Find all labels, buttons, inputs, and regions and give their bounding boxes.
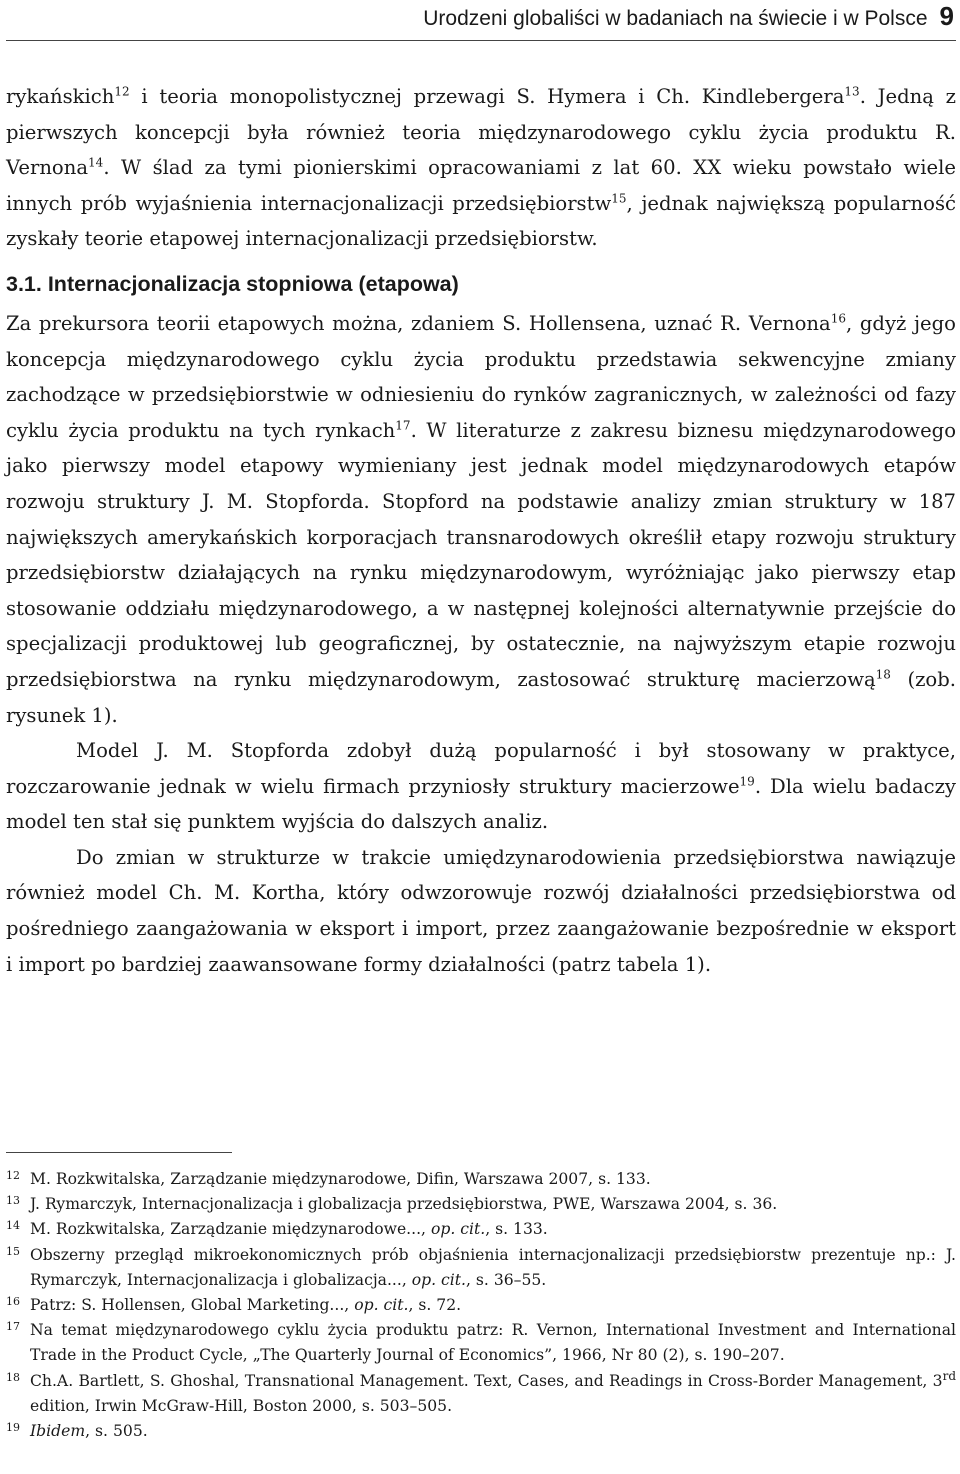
text-run: i teoria monopolistycznej przewagi S. Hymera i Ch. Kindlebergera <box>129 85 845 108</box>
footnote-17 <box>6 1318 956 1368</box>
footnote-text <box>30 1167 956 1192</box>
text-run: J. Rymarczyk, Internacjonalizacja i globalizacja przedsiębiorstwa, PWE, Warszawa 2004, s. 36. <box>30 1195 778 1214</box>
text-run: M. Rozkwitalska, Zarządzanie międzynarodowe, Difin, Warszawa 2007, s. 133. <box>30 1170 651 1188</box>
footnote-13 <box>6 1192 956 1217</box>
text-run: , s. 36–55. <box>465 1270 547 1289</box>
text-run: Obszerny przegląd mikroekonomicznych prób objaśnienia internacjonalizacji przedsiębiorstw prezentuje np.: J. Rymarczyk, Internacjonalizacja i globalizacja..., <box>30 1245 956 1289</box>
page-number: 9 <box>939 1 954 31</box>
text-run: . W ślad za tymi pionierskimi opracowaniami z lat 60. XX wieku powstało wiele innych prób wyjaśnienia internacjonalizacji przedsiębiorstw <box>6 156 956 215</box>
ordinal-suffix: rd <box>942 1368 956 1383</box>
section-heading: 3.1. Internacjonalizacja stopniowa (etapowa) <box>6 271 459 296</box>
text-run: Ch.A. Bartlett, S. Ghoshal, Transnational Management. Text, Cases, and Readings in Cross-Border Management, 3 <box>30 1371 943 1390</box>
paragraph-3 <box>6 733 956 840</box>
footnote-16 <box>6 1293 956 1318</box>
running-header <box>423 2 954 33</box>
footnote-ref-19: 19 <box>739 774 755 789</box>
footnote-ref-14: 14 <box>88 155 104 170</box>
text-run: . Dla wielu badaczy model ten stał się punktem wyjścia do dalszych analiz. <box>6 774 956 834</box>
footnote-number: 16 <box>6 1295 20 1309</box>
italic-run: op. cit. <box>430 1220 486 1239</box>
italic-run: op. cit. <box>411 1270 466 1289</box>
running-title: Urodzeni globaliści w badaniach na świecie i w Polsce <box>423 7 928 30</box>
text-run: Model J. M. Stopforda zdobył dużą popularność i był stosowany w praktyce, rozczarowanie jednak w wielu firmach przyniosły struktury macierzowe <box>6 739 956 798</box>
text-run: edition, Irwin McGraw-Hill, Boston 2000, s. 503–505. <box>30 1396 453 1415</box>
footnote-text <box>30 1293 956 1318</box>
footnote-number: 15 <box>6 1244 20 1258</box>
footnote-12 <box>6 1167 956 1192</box>
italic-run: op. cit. <box>354 1296 409 1315</box>
body-text <box>6 79 956 982</box>
footnote-number: 17 <box>6 1320 20 1334</box>
footnotes <box>6 1167 956 1444</box>
text-run: Do zmian w strukturze w trakcie umiędzynarodowienia przedsiębiorstwa nawiązuje również model Ch. M. Kortha, który odwzorowuje rozwój działalności przedsiębiorstwa od pośredniego zaangażowania w eksport i import, przez zaangażowanie bezpośrednie w eksport i import po bardziej zaawansowane formy działalności (patrz tabela 1). <box>6 845 956 976</box>
footnote-number: 19 <box>6 1421 20 1435</box>
footnote-text <box>30 1192 956 1217</box>
footnote-15 <box>6 1243 956 1293</box>
text-run: rykańskich <box>6 85 115 108</box>
footnote-text <box>30 1318 956 1368</box>
footnote-number: 14 <box>6 1219 20 1233</box>
text-run: Patrz: S. Hollensen, Global Marketing..., <box>30 1296 355 1315</box>
footnote-ref-18: 18 <box>875 667 891 682</box>
footnote-rule <box>6 1152 232 1153</box>
footnote-number: 18 <box>6 1370 20 1384</box>
footnote-ref-13: 13 <box>844 84 860 99</box>
text-run: . W literaturze z zakresu biznesu międzynarodowego jako pierwszy model etapowy wymieniany jest jednak model międzynarodowych etapów rozwoju struktury J. M. Stopforda. Stopford na podstawie analizy zmian struktury w 187 największych amerykańskich korporacjach transnarodowych określił etapy rozwoju struktury przedsiębiorstw działających na rynku międzynarodowym, wyróżniając jako pierwszy etap stosowanie oddziału międzynarodowego, a w następnej kolejności alternatywnie przejście do specjalizacji produktowej lub geograficznej, by ostatecznie, na najwyższym etapie rozwoju przedsiębiorstwa na rynku międzynarodowym, zastosować strukturę macierzową <box>6 418 957 691</box>
text-run: . Jedną z pierwszych koncepcji była również teoria międzynarodowego cyklu życia produktu R. Vernona <box>6 85 956 180</box>
text-run: , jednak największą popularność zyskały teorie etapowej internacjonalizacji przedsiębiorstw. <box>6 191 956 251</box>
italic-run: Ibidem <box>30 1422 86 1441</box>
footnote-18 <box>6 1369 956 1419</box>
document-page <box>6 0 956 1474</box>
text-run: M. Rozkwitalska, Zarządzanie międzynarodowe..., <box>30 1220 431 1239</box>
text-run: , s. 133. <box>485 1220 548 1239</box>
footnote-text <box>30 1243 956 1293</box>
footnote-ref-12: 12 <box>114 84 130 99</box>
paragraph-4 <box>6 840 956 982</box>
text-run: (zob. rysunek 1). <box>6 667 956 727</box>
paragraph-1 <box>6 79 956 257</box>
header-rule <box>6 40 956 41</box>
footnote-number: 13 <box>6 1194 20 1208</box>
text-run: , s. 72. <box>408 1296 462 1315</box>
footnote-text <box>30 1369 956 1419</box>
footnote-text <box>30 1217 956 1242</box>
footnote-ref-17: 17 <box>395 418 411 433</box>
footnote-text <box>30 1419 956 1444</box>
footnote-number: 12 <box>6 1169 20 1182</box>
footnote-ref-16: 16 <box>830 311 847 326</box>
footnote-19 <box>6 1419 956 1444</box>
footnote-14 <box>6 1217 956 1242</box>
text-run: , gdyż jego koncepcja międzynarodowego cyklu życia produktu przedstawia sekwencyjne zmiany zachodzące w przedsiębiorstwie w odniesieniu do rynków zagranicznych, w zależności od fazy cyklu życia produktu na tych rynkach <box>6 311 956 442</box>
footnote-ref-15: 15 <box>611 191 627 206</box>
paragraph-2 <box>6 306 956 733</box>
text-run: , s. 505. <box>85 1422 148 1441</box>
text-run: Za prekursora teorii etapowych można, zdaniem S. Hollensena, uznać R. Vernona <box>6 311 831 335</box>
text-run: Na temat międzynarodowego cyklu życia produktu patrz: R. Vernon, International Investment and International Trade in the Product Cycle, „The Quarterly Journal of Economics”, 1966, Nr 80 (2), s. 190–207. <box>30 1321 956 1365</box>
